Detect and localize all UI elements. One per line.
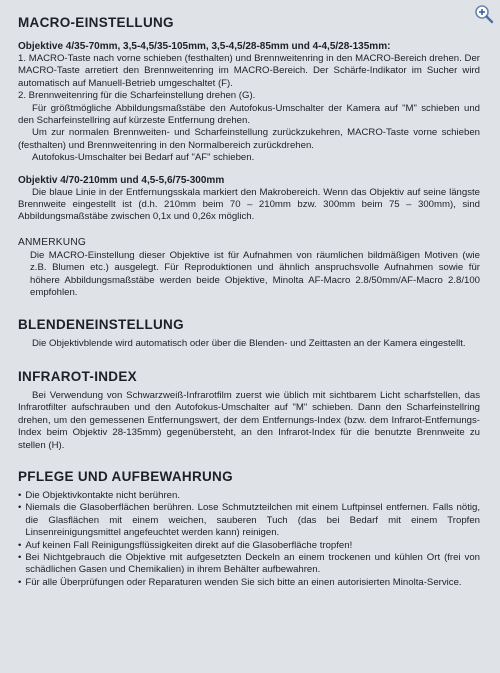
bullet-icon: • <box>18 489 22 501</box>
list-item-text: Für alle Überprüfungen oder Reparaturen wenden Sie sich bitte an einen autorisierten Minolta-Service. <box>25 576 462 588</box>
care-list <box>18 490 480 589</box>
macro-step-1: 1. MACRO-Taste nach vorne schieben (festhalten) und Brennweitenring in den MACRO-Bereich drehen. Der MACRO-Taste arretiert den Brennweitenring im MACRO-Bereich. Der Schärfe-Indikator im Sucher wird automatisch auf Manuell-Betrieb umgeschaltet (F). <box>18 53 480 89</box>
section-title-infrarot: INFRAROT-INDEX <box>18 368 137 384</box>
subheading-objective-group-2: Objektiv 4/70-210mm und 4,5-5,6/75-300mm <box>18 174 225 186</box>
list-item <box>18 490 480 502</box>
document-content <box>18 6 480 589</box>
macro-paragraph-af: Autofokus-Umschalter bei Bedarf auf "AF" schieben. <box>32 152 255 164</box>
list-item-text: Niemals die Glasoberflächen berühren. Lose Schmutzteilchen mit einem Luftpinsel entfernen. Falls nötig, die Glasflächen mit einem weichen, sauberen Tuch (das bei Bedarf mit einem Tropfen Linsenreinigungsmittel angefeuchtet werden kann) reinigen. <box>25 502 480 539</box>
macro-step-2: 2. Brennweitenring für die Scharfeinstellung drehen (G). <box>18 90 256 102</box>
blende-text: Die Objektivblende wird automatisch oder über die Blenden- und Zeittasten an der Kamera eingestellt. <box>32 337 466 349</box>
macro-paragraph-blue-line: Die blaue Linie in der Entfernungsskala markiert den Makrobereich. Wenn das Objektiv auf seine längste Brennweite eingestellt ist (d.h. 210mm beim 70 – 210mm bzw. 300mm beim 75 – 300mm), sind Abbildungsmaßstäbe zwischen 0,1x und 0,26x möglich. <box>18 186 480 223</box>
list-item-text: Auf keinen Fall Reinigungsflüssigkeiten direkt auf die Glasoberfläche tropfen! <box>25 539 353 551</box>
subheading-objective-group-1: Objektive 4/35-70mm, 3,5-4,5/35-105mm, 3,5-4,5/28-85mm und 4-4,5/28-135mm: <box>18 41 391 52</box>
macro-paragraph-return: Um zur normalen Brennweiten- und Scharfeinstellung zurückzukehren, MACRO-Taste vorne schieben (festhalten) und Brennweitenring in den Normalbereich zurückdrehen. <box>18 127 480 151</box>
note-title: ANMERKUNG <box>18 236 87 248</box>
section-title-pflege: PFLEGE UND AUFBEWAHRUNG <box>18 468 233 484</box>
list-item <box>18 540 480 552</box>
infrarot-text: Bei Verwendung von Schwarzweiß-Infrarotfilm zuerst wie üblich mit sichtbarem Licht scharfstellen, das Infrarotfilter aufschrauben und den Autofokus-Umschalter auf "M" schieben. Dann den Scharfeinstellring drehen, um den gemessenen Entfernungswert, der dem Entfernungs-Index (bzw. dem Infrarot-Entfernungs-Index beim Objektiv 28-135mm) gegenübersteht, an den Infrarot-Index für die benutzte Brennweite zu stellen (H). <box>18 389 480 451</box>
bullet-icon: • <box>18 539 22 551</box>
list-item <box>18 502 480 539</box>
macro-paragraph-max-scale: Für größtmögliche Abbildungsmaßstäbe den Autofokus-Umschalter der Kamera auf "M" schieben und den Scharfeinstellring auf kürzeste Entfernung drehen. <box>18 102 480 127</box>
bullet-icon: • <box>18 502 22 514</box>
note-text: Die MACRO-Einstellung dieser Objektive ist für Aufnahmen von räumlichen bildmäßigen Motiven (wie z.B. Blumen etc.) ausgelegt. Für Reproduktionen und ähnlich anspruchsvolle Aufnahmen sowie für höhere Abbildungsmaßstäbe werden beide Objektive, Minolta AF-Macro 2.8/50mm/AF-Macro 2.8/100 empfohlen. <box>30 249 480 299</box>
list-item <box>18 552 480 577</box>
list-item-text: Die Objektivkontakte nicht berühren. <box>25 489 181 501</box>
bullet-icon: • <box>18 551 22 563</box>
list-item <box>18 577 480 589</box>
bullet-icon: • <box>18 576 22 588</box>
section-title-blende: BLENDENEINSTELLUNG <box>18 316 184 332</box>
section-title-macro: MACRO-EINSTELLUNG <box>18 15 174 30</box>
list-item-text: Bei Nichtgebrauch die Objektive mit aufgesetzten Deckeln an einem trockenen und kühlen Ort (frei von schädlichen Gasen und Chemikalien) in ihrem Behälter aufbewahren. <box>25 551 480 576</box>
